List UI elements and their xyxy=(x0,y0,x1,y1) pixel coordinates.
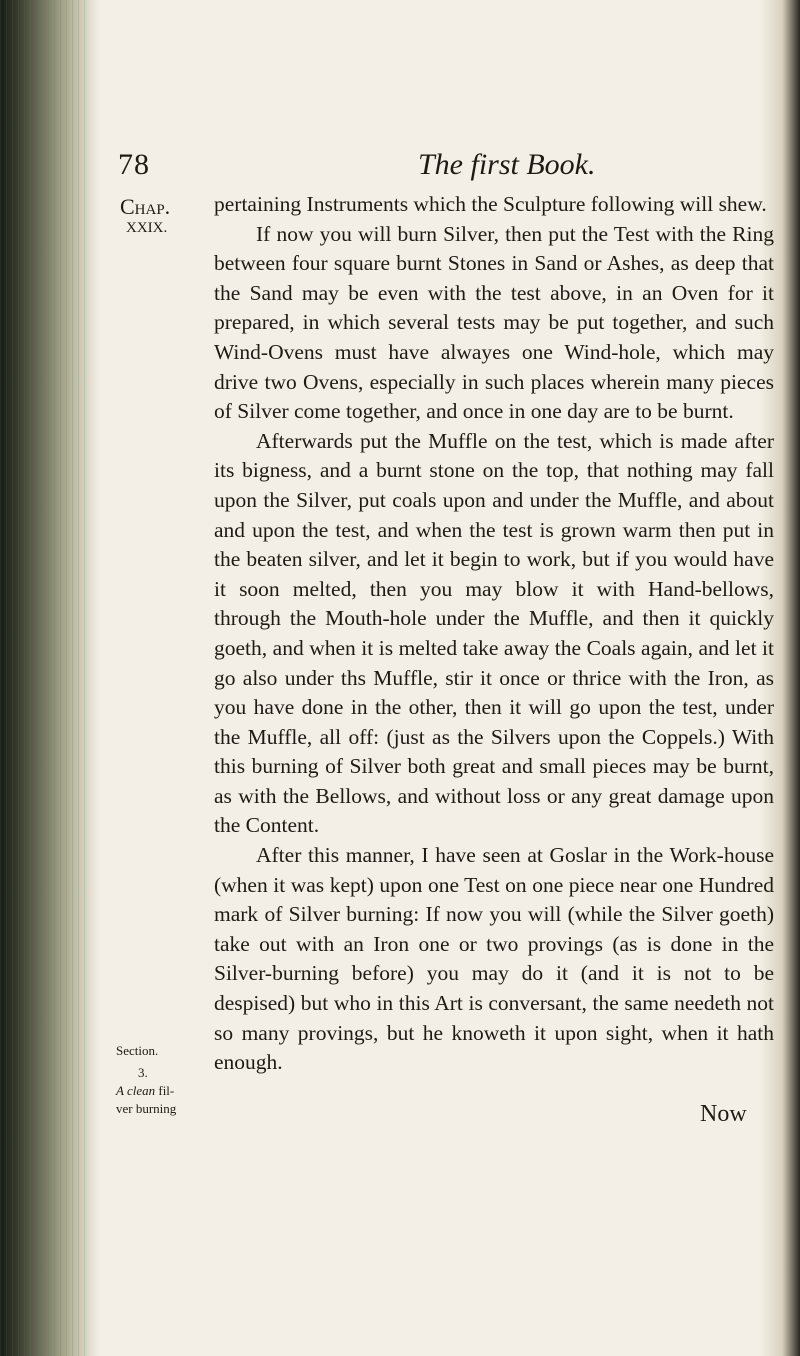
chapter-label: Chap. xyxy=(120,194,171,219)
margin-title-word: fil- xyxy=(158,1083,175,1098)
margin-title-italic: A clean xyxy=(116,1083,156,1098)
margin-section-label: Section. xyxy=(116,1043,159,1058)
paragraph-1: pertaining Instruments which the Sculpture following will shew. xyxy=(214,192,767,216)
paragraph-3: Afterwards put the Muffle on the test, which is made after its bigness, and a burnt stone on the top, that nothing may fall upon the Silver, put coals upon and under the Muffle, and about and upon the test, and when the test is grown warm then put in the beaten silver, and let it begin to work, but if you would have it soon melted, then you may blow it with Hand-bellows, through the Mouth-hole under the Muffle, and then it quickly goeth, and when it is melted take away the Coals again, and let it go also under ths Muffle, stir it once or thrice with the Iron, as you have done in the other, then it will go upon the test, under the Muffle, all off: (just as the Silvers upon the Coppels.) With this burning of Silver both great and small pieces may be burnt, as with the Bellows, and without loss or any great damage upon the Content. xyxy=(214,428,774,838)
margin-section-title-line1 xyxy=(116,1082,212,1100)
gutter-texture xyxy=(0,0,90,1356)
margin-section-note xyxy=(116,1064,212,1118)
page-number: 78 xyxy=(118,148,150,181)
paragraph-2: If now you will burn Silver, then put the Test with the Ring between four square burnt Stones in Sand or Ashes, as deep that the Sand may be even with the test above, in an Oven for it prepared, in which several tests may be put together, and such Wind-Ovens must have alwayes one Wind-hole, which may drive two Ovens, especially in such places wherein many pieces of Silver come together, and once in one day are to be burnt. xyxy=(214,221,774,424)
catchword: Now xyxy=(700,1101,747,1127)
main-text xyxy=(214,190,774,1078)
page-header xyxy=(118,148,778,188)
running-title: The first Book. xyxy=(418,148,596,181)
margin-section-number: 3. xyxy=(138,1065,148,1080)
chapter-number: XXIX. xyxy=(126,220,168,236)
margin-section-title-line2: ver burning xyxy=(116,1101,177,1116)
paragraph-4: After this manner, I have seen at Goslar in the Work-house (when it was kept) upon one Test on one piece near one Hundred mark of Silver burning: If now you will (while the Silver goeth) take out with an Iron one or two provings (as is done in the Silver-burning before) you may do it (and it is not to be despised) but who in this Art is conversant, the same needeth not so many provings, but he knoweth it upon sight, when it hath enough. xyxy=(214,843,774,1075)
